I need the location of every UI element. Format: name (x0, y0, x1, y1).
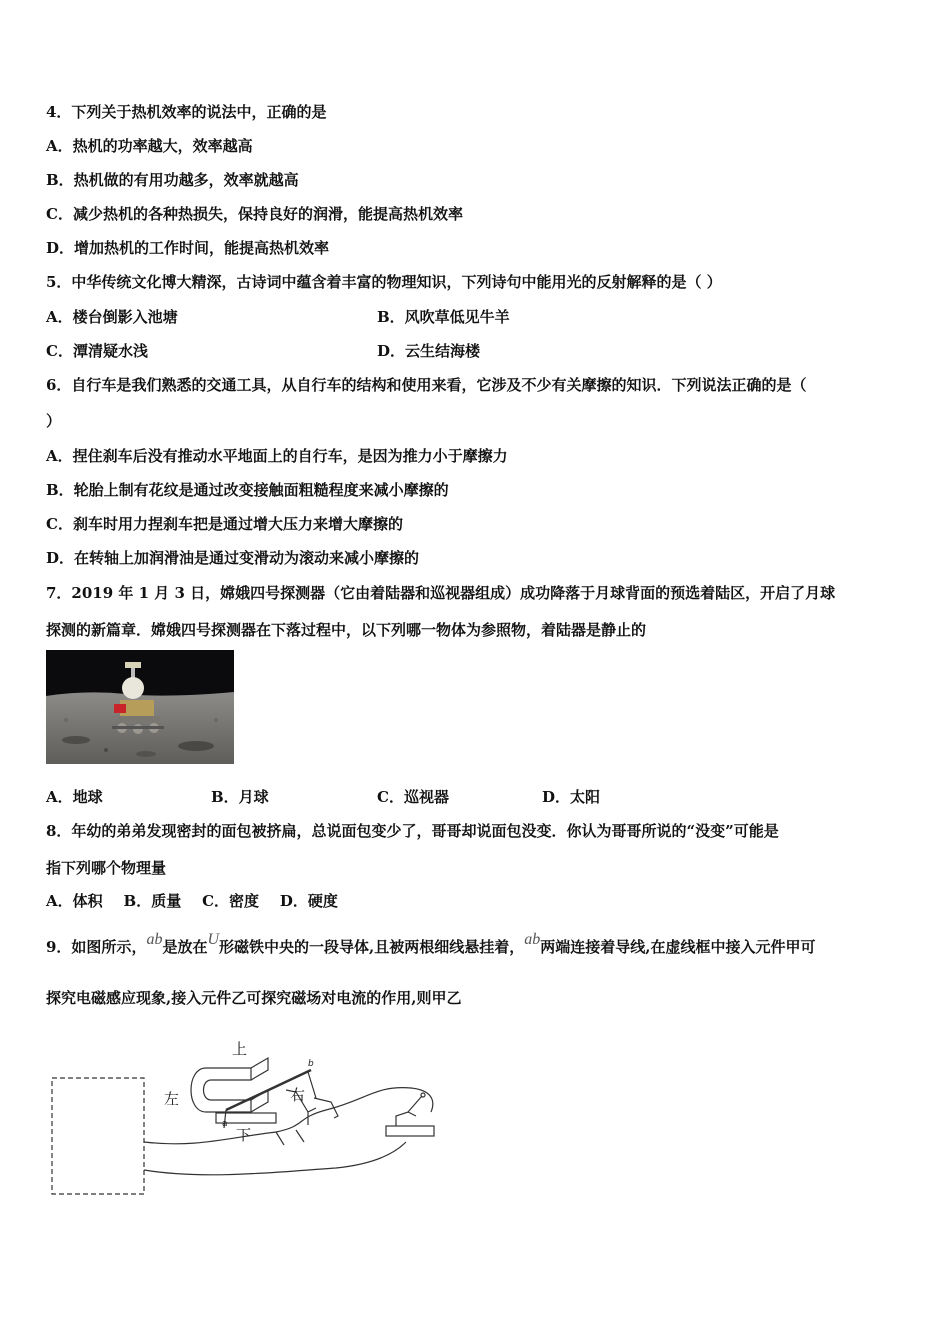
q6-stem-line1: 6．自行车是我们熟悉的交通工具，从自行车的结构和使用来看，它涉及不少有关摩擦的知识．下列说法正确的是（ (46, 376, 807, 394)
q9-text-4: 两端连接着导线,在虚线框中接入元件甲可 (540, 938, 816, 956)
q6-option-a: A．捏住刹车后没有推动水平地面上的自行车，是因为推力小于摩擦力 (46, 447, 508, 465)
q7-stem-line2: 探测的新篇章．嫦娥四号探测器在下落过程中，以下列哪一物体为参照物，着陆器是静止的 (46, 621, 647, 639)
q5-option-d: D．云生结海楼 (377, 342, 481, 360)
q8-options: A．体积 B．质量 C．密度 D．硬度 (46, 892, 338, 910)
q9-var-u: U (207, 931, 220, 948)
q5-stem: 5．中华传统文化博大精深，古诗词中蕴含着丰富的物理知识，下列诗句中能用光的反射解释的是（ ） (46, 273, 722, 291)
label-down: 下 (236, 1126, 252, 1144)
switch (386, 1126, 434, 1136)
q7-option-b: B．月球 (211, 788, 269, 806)
q7-stem-line1: 7．2019 年 1 月 3 日，嫦娥四号探测器（它由着陆器和巡视器组成）成功降落于月球背面的预选着陆区，开启了月球 (46, 584, 836, 602)
q7-option-d: D．太阳 (542, 788, 601, 806)
q4-option-b: B．热机做的有用功越多，效率就越高 (46, 171, 299, 189)
q6-option-d: D．在转轴上加润滑油是通过变滑动为滚动来减小摩擦的 (46, 549, 420, 567)
dashed-component-box (52, 1078, 144, 1194)
q9-stem-line1 (46, 931, 816, 958)
label-b: b (308, 1059, 314, 1069)
label-up: 上 (232, 1040, 248, 1058)
q6-option-c: C．刹车时用力捏刹车把是通过增大压力来增大摩擦的 (46, 515, 403, 533)
label-a: a (222, 1119, 228, 1129)
q5-option-b: B．风吹草低见牛羊 (377, 308, 510, 326)
q9-text-3: 形磁铁中央的一段导体,且被两根细线悬挂着， (219, 938, 525, 956)
q6-option-b: B．轮胎上制有花纹是通过改变接触面粗糙程度来减小摩擦的 (46, 481, 449, 499)
q9-var-ab-2: ab (524, 931, 541, 948)
q8-stem-line2: 指下列哪个物理量 (46, 859, 167, 877)
q5-option-a: A．楼台倒影入池塘 (46, 308, 178, 326)
q7-option-a: A．地球 (46, 788, 103, 806)
lunar-lander-photo (46, 650, 234, 764)
q4-option-c: C．减少热机的各种热损失，保持良好的润滑，能提高热机效率 (46, 205, 463, 223)
q7-option-c: C．巡视器 (377, 788, 449, 806)
q9-text-2: 是放在 (162, 938, 208, 956)
q5-option-c: C．潭清疑水浅 (46, 342, 148, 360)
q4-stem: 4．下列关于热机效率的说法中，正确的是 (46, 103, 327, 121)
q8-stem-line1: 8．年幼的弟弟发现密封的面包被挤扁，总说面包变少了，哥哥却说面包没变．你认为哥哥所说的“没变”可能是 (46, 822, 779, 840)
q9-var-ab: ab (146, 931, 163, 948)
u-magnet (191, 1068, 251, 1112)
q9-text-1: 9．如图所示， (46, 938, 147, 956)
q6-stem-line2: ） (46, 412, 62, 430)
wire-lower (144, 1142, 406, 1175)
label-right: 右 (290, 1086, 306, 1104)
magnet-circuit-diagram (46, 1030, 446, 1200)
label-left: 左 (164, 1090, 180, 1108)
q9-stem-line2: 探究电磁感应现象,接入元件乙可探究磁场对电流的作用,则甲乙 (46, 989, 462, 1007)
q4-option-d: D．增加热机的工作时间，能提高热机效率 (46, 239, 330, 257)
q4-option-a: A．热机的功率越大，效率越高 (46, 137, 253, 155)
